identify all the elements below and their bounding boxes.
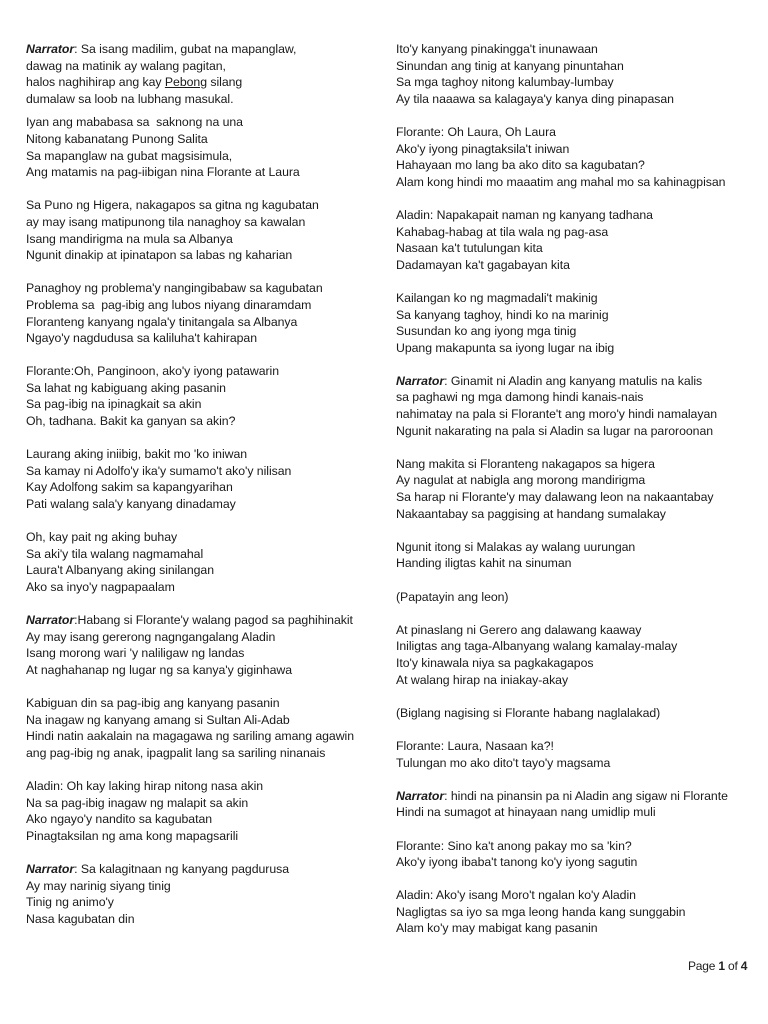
line-text: Nasaan ka't tutulungan kita <box>396 241 543 256</box>
line-text: Ay nagulat at nabigla ang morong mandirigma <box>396 473 646 488</box>
verse-line <box>26 247 381 264</box>
line-text: Nitong kabanatang Punong Salita <box>26 131 208 146</box>
verse-line <box>26 546 381 563</box>
stanza <box>396 539 766 572</box>
line-text: At pinaslang ni Gerero ang dalawang kaaway <box>396 622 642 637</box>
verse-line <box>396 224 766 241</box>
text-fragment: silang <box>207 75 243 90</box>
verse-line <box>396 257 766 274</box>
verse-line <box>396 323 766 340</box>
line-text: Aladin: Napakapait naman ng kanyang tadhana <box>396 207 653 222</box>
line-text: Kailangan ko ng magmadali't makinig <box>396 290 598 305</box>
verse-line <box>396 838 766 855</box>
line-text: Upang makapunta sa iyong lugar na ibig <box>396 340 615 355</box>
line-text: Florante:Oh, Panginoon, ako'y iyong patawarin <box>26 364 280 379</box>
line-text: Kay Adolfong sakim sa kapangyarihan <box>26 480 233 495</box>
verse-line <box>396 456 766 473</box>
stanza <box>396 838 766 871</box>
verse-line <box>396 589 766 606</box>
verse-line <box>26 413 381 430</box>
verse-line <box>396 622 766 639</box>
line-text: Panaghoy ng problema'y nangingibabaw sa kagubatan <box>26 281 323 296</box>
verse-line <box>26 579 381 596</box>
line-text: Oh, kay pait ng aking buhay <box>26 530 178 545</box>
line-text: Florante: Laura, Nasaan ka?! <box>396 738 554 753</box>
line-text: (Papatayin ang leon) <box>396 589 509 604</box>
stanza <box>26 446 381 512</box>
stanza <box>396 622 766 688</box>
verse-line <box>26 330 381 347</box>
line-text: Ako'y iyong ibaba't tanong ko'y iyong sagutin <box>396 855 638 870</box>
line-text: :Habang si Florante'y walang pagod sa paghihinakit <box>74 613 353 628</box>
verse-line <box>26 396 381 413</box>
of-label: of <box>728 959 738 973</box>
verse-line <box>396 157 766 174</box>
stanza <box>396 373 766 439</box>
line-text: Iyan ang mababasa sa saknong na una <box>26 115 243 130</box>
line-text: Alam ko'y may mabigat kang pasanin <box>396 921 598 936</box>
verse-line <box>396 705 766 722</box>
verse-line <box>396 506 766 523</box>
verse-line <box>26 828 381 845</box>
verse-line <box>396 804 766 821</box>
verse-line <box>396 174 766 191</box>
verse-line <box>396 555 766 572</box>
stanza <box>26 529 381 595</box>
stanza <box>396 589 766 606</box>
verse-line <box>396 755 766 772</box>
verse-line <box>26 745 381 762</box>
line-text: Ay may narinig siyang tinig <box>26 878 171 893</box>
verse-line <box>26 214 381 231</box>
verse-line <box>26 811 381 828</box>
speaker-label: Narrator <box>26 862 75 877</box>
verse-line <box>26 612 381 629</box>
verse-line <box>396 887 766 904</box>
line-text: sa paghawi ng mga damong hindi kanais-nais <box>396 390 644 405</box>
verse-line <box>26 712 381 729</box>
line-text: Ngunit nakarating na pala si Aladin sa lugar na paroroonan <box>396 423 714 438</box>
verse-line <box>26 479 381 496</box>
verse-line <box>26 446 381 463</box>
line-text: Isang morong wari 'y naliligaw ng landas <box>26 646 245 661</box>
verse-line <box>396 240 766 257</box>
verse-line <box>396 920 766 937</box>
line-text: At naghahanap ng lugar ng sa kanya'y giginhawa <box>26 662 292 677</box>
verse-line <box>26 463 381 480</box>
line-text: dawag na matinik ay walang pagitan, <box>26 58 226 73</box>
verse-line <box>396 489 766 506</box>
line-text: Pinagtaksilan ng ama kong mapagsarili <box>26 828 239 843</box>
stanza <box>26 612 381 678</box>
underlined-word: Pebong <box>164 75 208 90</box>
verse-line <box>26 314 381 331</box>
verse-line <box>396 638 766 655</box>
line-text: Dadamayan ka't gagabayan kita <box>396 257 570 272</box>
line-text: Ngayo'y nagdudusa sa kaliluha't kahirapan <box>26 331 257 346</box>
stanza <box>26 363 381 429</box>
stanza <box>396 456 766 522</box>
line-text: Sa kamay ni Adolfo'y ika'y sumamo't ako'y nilisan <box>26 463 292 478</box>
current-page: 1 <box>718 959 725 973</box>
stanza <box>26 197 381 263</box>
left-text-column <box>26 41 381 944</box>
verse-line <box>26 114 381 131</box>
verse-line <box>26 231 381 248</box>
verse-line <box>26 662 381 679</box>
stanza <box>396 738 766 771</box>
speaker-label: Narrator <box>396 788 445 803</box>
line-text: Isang mandirigma na mula sa Albanya <box>26 231 233 246</box>
verse-line <box>396 406 766 423</box>
verse-line <box>396 74 766 91</box>
line-text: At walang hirap na iniakay-akay <box>396 672 569 687</box>
verse-line <box>26 562 381 579</box>
line-text: Ngunit dinakip at ipinatapon sa labas ng kaharian <box>26 248 293 263</box>
verse-line <box>26 529 381 546</box>
line-text: Nasa kagubatan din <box>26 911 135 926</box>
verse-line <box>26 496 381 513</box>
verse-line <box>396 290 766 307</box>
stanza <box>396 41 766 107</box>
stanza <box>396 705 766 722</box>
verse-line <box>26 197 381 214</box>
line-text: Hindi na sumagot at hinayaan nang umidlip muli <box>396 805 656 820</box>
line-text: Sinundan ang tinig at kanyang pinuntahan <box>396 58 624 73</box>
stanza <box>26 114 381 180</box>
verse-line <box>396 738 766 755</box>
verse-line <box>396 373 766 390</box>
speaker-label: Narrator <box>26 613 75 628</box>
page-number-footer <box>688 959 747 973</box>
stanza <box>26 861 381 927</box>
verse-line <box>26 861 381 878</box>
verse-line <box>26 778 381 795</box>
line-text: Florante: Oh Laura, Oh Laura <box>396 124 556 139</box>
verse-line <box>26 911 381 928</box>
line-text: Sa harap ni Florante'y may dalawang leon na nakaantabay <box>396 490 714 505</box>
verse-line <box>26 363 381 380</box>
line-text: Kabiguan din sa pag-ibig ang kanyang pasanin <box>26 696 280 711</box>
verse-line <box>26 91 381 108</box>
verse-line <box>396 423 766 440</box>
stanza <box>396 207 766 273</box>
line-text: Laura't Albanyang aking sinilangan <box>26 563 214 578</box>
line-text: Laurang aking iniibig, bakit mo 'ko iniwan <box>26 447 248 462</box>
line-text: Nang makita si Floranteng nakagapos sa higera <box>396 456 655 471</box>
verse-line <box>26 41 381 58</box>
verse-line <box>396 854 766 871</box>
line-text: ay may isang matipunong tila nanaghoy sa kawalan <box>26 214 306 229</box>
verse-line <box>396 91 766 108</box>
line-text: Aladin: Ako'y isang Moro't ngalan ko'y Aladin <box>396 888 636 903</box>
verse-line <box>26 645 381 662</box>
line-text: Ay may isang gererong nagngangalang Aladin <box>26 629 276 644</box>
verse-line <box>26 148 381 165</box>
line-text: Na sa pag-ibig inagaw ng malapit sa akin <box>26 795 249 810</box>
verse-line <box>26 164 381 181</box>
line-text: Nagligtas sa iyo sa mga leong handa kang sunggabin <box>396 904 686 919</box>
line-text: Ang matamis na pag-iibigan nina Florante at Laura <box>26 165 300 180</box>
text-fragment: halos naghihirap ang kay <box>26 75 165 90</box>
verse-line <box>396 655 766 672</box>
line-text: Iniligtas ang taga-Albanyang walang kamalay-malay <box>396 639 678 654</box>
line-text: : hindi na pinansin pa ni Aladin ang sigaw ni Florante <box>444 788 728 803</box>
line-text: Ako sa inyo'y nagpapaalam <box>26 580 175 594</box>
line-text: : Sa kalagitnaan ng kanyang pagdurusa <box>74 862 290 877</box>
verse-line <box>26 695 381 712</box>
stanza <box>26 695 381 761</box>
verse-line <box>26 795 381 812</box>
line-text: dumalaw sa loob na lubhang masukal. <box>26 91 234 106</box>
page-label: Page <box>688 959 716 973</box>
line-text: : Sa isang madilim, gubat na mapanglaw, <box>74 42 297 56</box>
verse-line <box>26 380 381 397</box>
line-text: Hahayaan mo lang ba ako dito sa kagubatan? <box>396 158 645 173</box>
stanza <box>396 887 766 937</box>
verse-line <box>26 629 381 646</box>
line-text: nahimatay na pala si Florante't ang moro'y hindi namalayan <box>396 407 718 422</box>
line-text: Handing iligtas kahit na sinuman <box>396 556 572 571</box>
line-text: Alam kong hindi mo maaatim ang mahal mo sa kahinagpisan <box>396 174 726 189</box>
line-text: Ngunit itong si Malakas ay walang uurungan <box>396 539 636 554</box>
verse-line <box>396 904 766 921</box>
stanza <box>396 290 766 356</box>
right-text-column <box>396 41 766 954</box>
verse-line <box>396 124 766 141</box>
line-text: : Ginamit ni Aladin ang kanyang matulis na kalis <box>444 373 703 388</box>
verse-line <box>396 307 766 324</box>
verse-line <box>396 539 766 556</box>
line-text: Ito'y kanyang pinakingga't inunawaan <box>396 42 598 56</box>
line-text: Sa lahat ng kabiguang aking pasanin <box>26 380 226 395</box>
total-pages: 4 <box>740 959 748 973</box>
line-text: Ito'y kinawala niya sa pagkakagapos <box>396 655 594 670</box>
line-text: Kahabag-habag at tila wala ng pag-asa <box>396 224 609 239</box>
verse-line <box>396 672 766 689</box>
stanza <box>26 778 381 844</box>
line-text: Tinig ng animo'y <box>26 895 114 910</box>
line-text: Susundan ko ang iyong mga tinig <box>396 324 577 339</box>
line-text: Hindi natin aakalain na magagawa ng sariling amang agawin <box>26 729 355 744</box>
line-text: Sa aki'y tila walang nagmamahal <box>26 546 204 561</box>
verse-line <box>396 41 766 58</box>
verse-line <box>26 74 381 91</box>
verse-line <box>26 131 381 148</box>
line-text: Aladin: Oh kay laking hirap nitong nasa akin <box>26 779 264 794</box>
line-text: Ay tila naaawa sa kalagaya'y kanya ding pinapasan <box>396 91 674 106</box>
line-text: Oh, tadhana. Bakit ka ganyan sa akin? <box>26 414 236 429</box>
line-text: Ako'y iyong pinagtaksila't iniwan <box>396 141 570 156</box>
line-text: Tulungan mo ako dito't tayo'y magsama <box>396 755 611 770</box>
verse-line <box>396 58 766 75</box>
line-text: Sa Puno ng Higera, nakagapos sa gitna ng kagubatan <box>26 198 319 213</box>
verse-line <box>26 728 381 745</box>
stanza <box>26 280 381 346</box>
verse-line <box>26 297 381 314</box>
verse-line <box>396 141 766 158</box>
verse-line <box>26 894 381 911</box>
line-text: Florante: Sino ka't anong pakay mo sa 'kin? <box>396 838 632 853</box>
stanza <box>396 788 766 821</box>
verse-line <box>26 58 381 75</box>
stanza <box>26 41 381 107</box>
line-text: (Biglang nagising si Florante habang naglalakad) <box>396 705 661 720</box>
line-text: Na inagaw ng kanyang amang si Sultan Ali-Adab <box>26 712 290 727</box>
stanza <box>396 124 766 190</box>
verse-line <box>396 340 766 357</box>
line-text: Ako ngayo'y nandito sa kagubatan <box>26 812 213 827</box>
line-text: Sa pag-ibig na ipinagkait sa akin <box>26 397 202 412</box>
line-text: Nakaantabay sa paggising at handang sumalakay <box>396 506 666 521</box>
line-text: Problema sa pag-ibig ang lubos niyang dinaramdam <box>26 297 312 312</box>
verse-line <box>396 207 766 224</box>
speaker-label: Narrator <box>396 373 445 388</box>
verse-line <box>396 389 766 406</box>
verse-line <box>396 788 766 805</box>
speaker-label: Narrator <box>26 42 75 56</box>
line-text: Floranteng kanyang ngala'y tinitangala sa Albanya <box>26 314 298 329</box>
verse-line <box>396 472 766 489</box>
line-text: Sa mga taghoy nitong kalumbay-lumbay <box>396 75 614 90</box>
line-text: Pati walang sala'y kanyang dinadamay <box>26 497 236 512</box>
line-text: ang pag-ibig ng anak, ipagpalit lang sa sariling ninanais <box>26 745 326 760</box>
line-text: Sa mapanglaw na gubat magsisimula, <box>26 148 233 163</box>
verse-line <box>26 878 381 895</box>
verse-line <box>26 280 381 297</box>
line-text: Sa kanyang taghoy, hindi ko na marinig <box>396 307 609 322</box>
